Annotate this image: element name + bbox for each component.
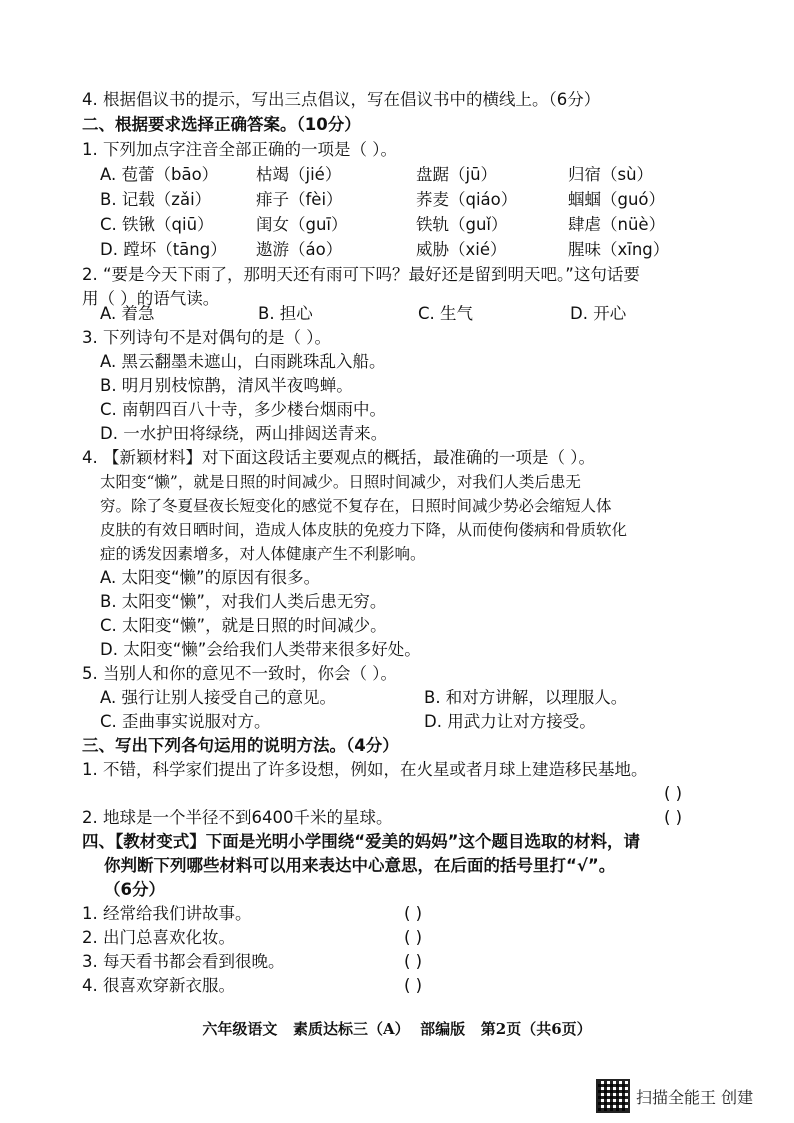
section-3-heading: 三、写出下列各句运用的说明方法。（4分） xyxy=(82,736,399,755)
material-paren-4[interactable]: ( ) xyxy=(404,976,423,995)
q1-option-d-2: 遨游（áo） xyxy=(256,240,343,259)
q1-option-b-2: 痱子（fèi） xyxy=(256,190,343,209)
q1-option-d-4: 腥味（xīng） xyxy=(568,240,670,259)
q1-option-a-3: 盘踞（jū） xyxy=(416,165,498,184)
q3-option-c: C. 南朝四百八十寺，多少楼台烟雨中。 xyxy=(100,400,387,419)
section-4-heading-line2: 你判断下列哪些材料可以用来表达中心意思，在后面的括号里打“√”。 xyxy=(104,856,616,875)
s3-answer-paren-2[interactable]: ( ) xyxy=(664,808,683,827)
page-footer: 六年级语文 素质达标三（A） 部编版 第2页（共6页） xyxy=(202,1020,592,1038)
q5-option-a: A. 强行让别人接受自己的意见。 xyxy=(100,688,336,707)
q1-option-c-3: 铁轨（guǐ） xyxy=(416,215,508,234)
q5-option-c: C. 歪曲事实说服对方。 xyxy=(100,712,271,731)
s2-question-3: 3. 下列诗句不是对偶句的是（ ）。 xyxy=(82,328,331,347)
material-4: 4. 很喜欢穿新衣服。 xyxy=(82,976,235,995)
material-paren-1[interactable]: ( ) xyxy=(404,904,423,923)
q1-option-a-1: A. 苞蕾（bāo） xyxy=(100,165,219,184)
q3-option-d: D. 一水护田将绿绕，两山排闼送青来。 xyxy=(100,424,388,443)
q1-option-c-4: 肆虐（nüè） xyxy=(568,215,666,234)
q4-option-c: C. 太阳变“懒”，就是日照的时间减少。 xyxy=(100,616,387,635)
s2-question-1: 1. 下列加点字注音全部正确的一项是（ ）。 xyxy=(82,140,397,159)
question-4-prev: 4. 根据倡议书的提示，写出三点倡议，写在倡议书中的横线上。（6分） xyxy=(82,90,601,109)
passage-line-4: 症的诱发因素增多，对人体健康产生不利影响。 xyxy=(100,545,426,563)
q5-option-d: D. 用武力让对方接受。 xyxy=(424,712,596,731)
q1-option-d-3: 威胁（xié） xyxy=(416,240,507,259)
passage-line-2: 穷。除了冬夏昼夜长短变化的感觉不复存在，日照时间减少势必会缩短人体 xyxy=(100,497,612,515)
section-2-heading: 二、根据要求选择正确答案。（10分） xyxy=(82,115,361,134)
q1-option-a-4: 归宿（sù） xyxy=(568,165,654,184)
passage-line-1: 太阳变“懒”，就是日照的时间减少。日照时间减少，对我们人类后患无 xyxy=(100,473,581,491)
q3-option-b: B. 明月别枝惊鹊，清风半夜鸣蝉。 xyxy=(100,376,353,395)
q2-option-d: D. 开心 xyxy=(570,304,627,323)
s2-question-4: 4. 【新颖材料】对下面这段话主要观点的概括，最准确的一项是（ ）。 xyxy=(82,448,595,467)
passage-line-3: 皮肤的有效日晒时间，造成人体皮肤的免疫力下降，从而使佝偻病和骨质软化 xyxy=(100,521,628,539)
q1-option-b-1: B. 记载（zǎi） xyxy=(100,190,212,209)
watermark-text: 扫描全能王 创建 xyxy=(636,1087,754,1107)
q1-option-c-2: 闺女（guī） xyxy=(256,215,348,234)
q1-option-c-1: C. 铁锹（qiū） xyxy=(100,215,214,234)
s3-question-1: 1. 不错，科学家们提出了许多设想，例如，在火星或者月球上建造移民基地。 xyxy=(82,760,648,779)
q2-option-a: A. 着急 xyxy=(100,304,155,323)
s2-question-5: 5. 当别人和你的意见不一致时，你会（ ）。 xyxy=(82,664,397,683)
s3-question-2: 2. 地球是一个半径不到6400千米的星球。 xyxy=(82,808,393,827)
q2-option-b: B. 担心 xyxy=(258,304,313,323)
s3-answer-paren-1[interactable]: ( ) xyxy=(664,784,683,803)
q1-option-a-2: 枯竭（jié） xyxy=(256,165,342,184)
scanner-watermark xyxy=(596,1079,753,1113)
q4-option-b: B. 太阳变“懒”，对我们人类后患无穷。 xyxy=(100,592,387,611)
section-4-heading-line1: 四、【教材变式】下面是光明小学围绕“爱美的妈妈”这个题目选取的材料，请 xyxy=(82,832,640,851)
q1-option-d-1: D. 蹚坏（tāng） xyxy=(100,240,227,259)
q4-option-d: D. 太阳变“懒”会给我们人类带来很多好处。 xyxy=(100,640,421,659)
s2-question-2-line1: 2. “要是今天下雨了，那明天还有雨可下吗？最好还是留到明天吧。”这句话要 xyxy=(82,265,640,284)
material-paren-2[interactable]: ( ) xyxy=(404,928,423,947)
q2-option-c: C. 生气 xyxy=(418,304,474,323)
section-4-heading-line3: （6分） xyxy=(104,880,165,899)
q5-option-b: B. 和对方讲解，以理服人。 xyxy=(424,688,628,707)
q4-option-a: A. 太阳变“懒”的原因有很多。 xyxy=(100,568,321,587)
material-3: 3. 每天看书都会看到很晚。 xyxy=(82,952,285,971)
qr-code-icon xyxy=(596,1079,630,1113)
q1-option-b-4: 蝈蝈（guó） xyxy=(568,190,666,209)
q3-option-a: A. 黑云翻墨未遮山，白雨跳珠乱入船。 xyxy=(100,352,386,371)
material-paren-3[interactable]: ( ) xyxy=(404,952,423,971)
s2-question-2-line2: 用（ ）的语气读。 xyxy=(82,289,220,308)
q1-option-b-3: 荞麦（qiáo） xyxy=(416,190,518,209)
material-2: 2. 出门总喜欢化妆。 xyxy=(82,928,235,947)
material-1: 1. 经常给我们讲故事。 xyxy=(82,904,252,923)
